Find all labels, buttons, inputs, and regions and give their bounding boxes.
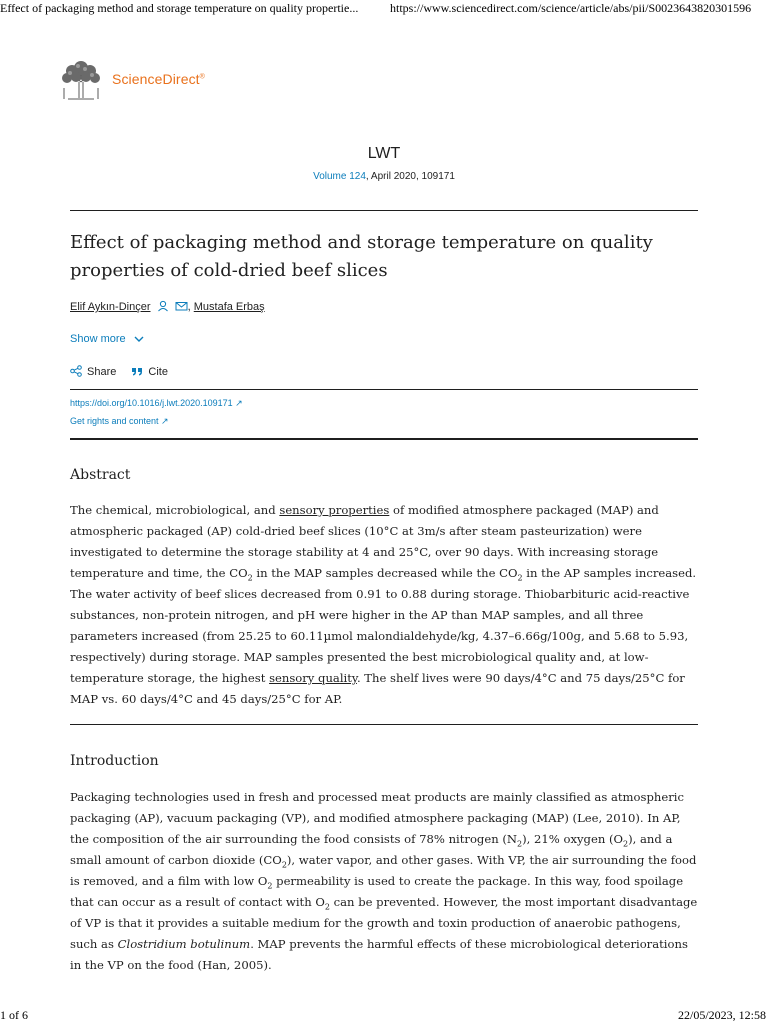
abstract-text: The chemical, microbiological, and sensory properties of modified atmosphere packaged (MAP) and atmospheric packaged (AP) cold-dried beef slices (10°C at 3m/s after steam pasteurization) were investigated to determine the storage stability at 4 and 25°C, over 90 days. With increasing storage temperature and time, the $CO_2$ in the MAP samples decreased while the $CO_2$ in the AP samples increased. The water activity of beef slices decreased from 0.91 to 0.88 during storage. Thiobarbituric acid-reactive substances, non-protein nitrogen, and pH were higher in the AP than MAP samples, and all three parameters increased (from 25.25 to 60.11µmol malondialdehyde/kg, 4.37–6.66g/100g, and 5.68 to 5.93, respectively) during storage. MAP samples presented the best microbiological quality and, at low-temperature storage, the highest sensory quality. The shelf lives were 90 days/4°C and 75 days/25°C for MAP vs. 60 days/4°C and 45 days/25°C for AP. (70, 503, 697, 706)
subscript: 2 (517, 839, 523, 849)
print-header-url: https://www.sciencedirect.com/science/article/abs/pii/S0023643820301596 (390, 1, 752, 15)
issue-details: , April 2020, 109171 (365, 171, 455, 182)
volume-link[interactable]: Volume 124 (313, 171, 366, 182)
share-button[interactable] (70, 365, 116, 378)
author-link[interactable]: Mustafa Erbaş (193, 301, 265, 313)
italic-term: Clostridium botulinum (117, 937, 251, 951)
cite-label: Cite (148, 366, 168, 378)
share-label: Share (87, 366, 117, 378)
introduction-text: Packaging technologies used in fresh and processed meat products are mainly classified as atmospheric packaging (AP), vacuum packaging (VP), and modified atmosphere packaging (MAP) (Lee, 2010). In AP, the composition of the air surrounding the food consists of 78% nitrogen $(N_2)$, 21% oxygen $(O_2)$, and a small amount of carbon dioxide $(CO_2)$, water vapor, and other gases. With VP, the air surrounding the food is removed, and a film with low $O_2$ permeability is used to create the package. In this way, food spoilage that can occur as a result of contact with $O_2$ can be prevented. However, the most important disadvantage of VP is that it provides a suitable medium for the growth and toxin production of anaerobic pathogens, such as Clostridium botulinum. MAP prevents the harmful effects of these microbiological deteriorations in the VP on the food (Han, 2005). (70, 790, 698, 972)
subscript: 2 (623, 839, 629, 849)
share-icon (70, 365, 82, 377)
print-footer (0, 1008, 768, 1024)
cite-button[interactable] (131, 365, 168, 378)
subscript: 2 (281, 860, 287, 870)
person-icon[interactable] (157, 300, 169, 312)
print-header (0, 0, 768, 16)
rights-link[interactable]: Get rights and content ↗ (70, 416, 169, 426)
divider (70, 724, 698, 725)
issue-info (0, 171, 768, 182)
doi-link[interactable]: https://doi.org/10.1016/j.lwt.2020.109171 ↗ (70, 398, 243, 408)
article-title: Effect of packaging method and storage temperature on quality properties of cold-dried beef slices (70, 232, 653, 281)
print-datetime: 22/05/2023, 12:58 (677, 1008, 766, 1022)
quote-icon (131, 365, 143, 377)
topic-link[interactable]: sensory quality (269, 671, 357, 685)
introduction-heading: Introduction (70, 753, 159, 769)
sciencedirect-brand[interactable]: ScienceDirect® (112, 71, 205, 87)
divider (70, 210, 698, 211)
show-more-label: Show more (70, 333, 126, 345)
article-actions (70, 365, 180, 378)
subscript: 2 (267, 881, 273, 891)
show-more-button[interactable] (70, 333, 145, 345)
topic-link[interactable]: sensory properties (279, 503, 390, 517)
elsevier-tree-logo[interactable] (58, 58, 104, 100)
subscript: 2 (247, 573, 253, 583)
divider (70, 389, 698, 390)
author-separator: , (187, 301, 191, 313)
author-link[interactable]: Elif Aykın-Dinçer (70, 301, 151, 313)
subscript: 2 (517, 573, 523, 583)
chevron-down-icon (133, 333, 145, 345)
journal-title[interactable]: LWT (367, 145, 401, 162)
divider (70, 438, 698, 440)
abstract-heading: Abstract (70, 467, 131, 483)
envelope-icon[interactable] (175, 300, 188, 312)
author-list (70, 300, 265, 313)
page-number: 1 of 6 (0, 1008, 28, 1022)
subscript: 2 (324, 902, 330, 912)
print-header-title: Effect of packaging method and storage temperature on quality propertie... (0, 1, 359, 15)
